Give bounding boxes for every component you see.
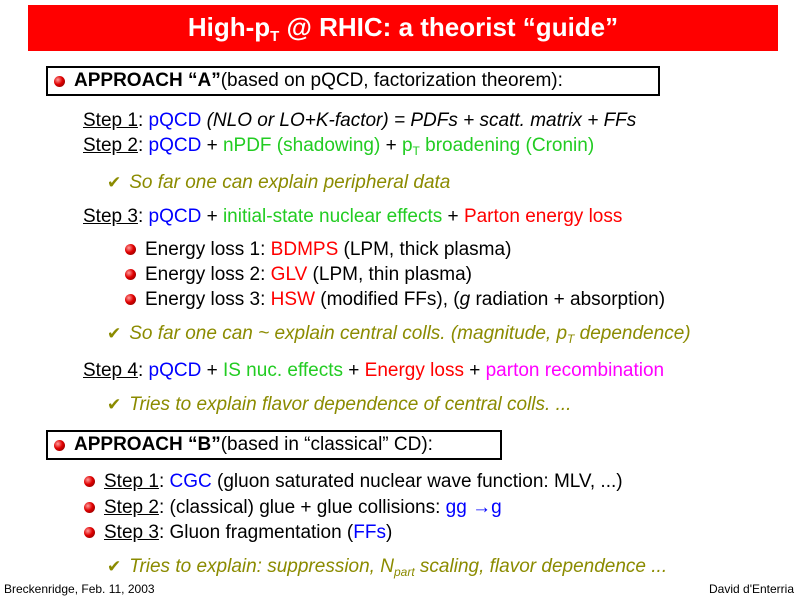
- energy-loss-2: Energy loss 2: GLV (LPM, thin plasma): [123, 264, 472, 286]
- checkmark-icon: ✔: [107, 557, 122, 576]
- b-step-2-line: Step 2: (classical) glue + glue collisions: gg →g: [82, 497, 502, 519]
- approach-a-box: APPROACH “A” (based on pQCD, factorization theorem):: [46, 66, 660, 96]
- footer-left: Breckenridge, Feb. 11, 2003: [4, 582, 155, 596]
- step-1-line: Step 1: pQCD (NLO or LO+K-factor) = PDFs + scatt. matrix + FFs: [83, 110, 637, 131]
- footer-right: David d'Enterria: [709, 582, 794, 596]
- bullet-icon: [125, 269, 136, 280]
- energy-loss-1: Energy loss 1: BDMPS (LPM, thick plasma): [123, 239, 511, 261]
- bullet-icon: [54, 440, 65, 451]
- bullet-icon: [125, 294, 136, 305]
- energy-loss-3: Energy loss 3: HSW (modified FFs), (g radiation + absorption): [123, 289, 665, 311]
- step-2-line: Step 2: pQCD + nPDF (shadowing) + $p_T$ broadening (Cronin): [83, 135, 595, 158]
- checkmark-icon: ✔: [107, 324, 122, 343]
- check-2-line: ✔ So far one can ~ explain central colls. (magnitude, $p_T$ dependence): [107, 323, 691, 346]
- bullet-icon: [84, 502, 95, 513]
- approach-b-box: APPROACH “B” (based in “classical” CD):: [46, 430, 502, 460]
- slide-title: High-$p_T$ @ RHIC: a theorist “guide”: [187, 11, 619, 45]
- bullet-icon: [54, 76, 65, 87]
- step-3-line: Step 3: pQCD + initial-state nuclear effects + Parton energy loss: [83, 206, 623, 227]
- b-step-3-line: Step 3: Gluon fragmentation (FFs): [82, 522, 392, 544]
- bullet-icon: [84, 527, 95, 538]
- check-3-line: ✔ Tries to explain flavor dependence of central colls. ...: [107, 394, 572, 415]
- bullet-icon: [125, 244, 136, 255]
- bullet-icon: [84, 476, 95, 487]
- title-bar: [28, 5, 778, 51]
- b-step-1-line: Step 1: CGC (gluon saturated nuclear wave function: MLV, ...): [82, 471, 623, 493]
- check-1-line: ✔ So far one can explain peripheral data: [107, 172, 451, 193]
- checkmark-icon: ✔: [107, 395, 122, 414]
- checkmark-icon: ✔: [107, 173, 122, 192]
- step-4-line: Step 4: pQCD + IS nuc. effects + Energy loss + parton recombination: [83, 360, 665, 381]
- check-4-line: ✔ Tries to explain: suppression, $N_{part}$ scaling, flavor dependence ...: [107, 556, 668, 579]
